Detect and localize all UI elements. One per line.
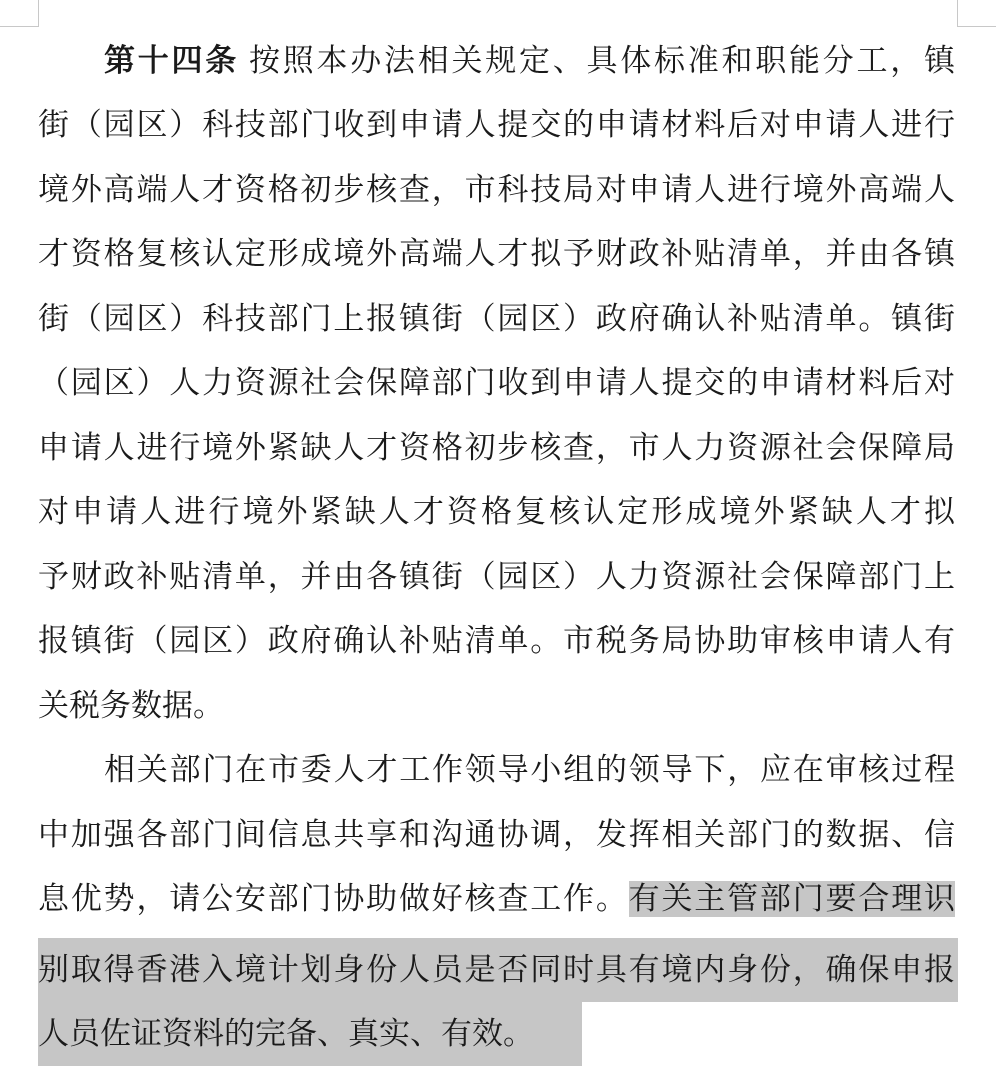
- paragraph-2-line-3: [38, 874, 955, 924]
- paragraph-1-line-5: 街（园区）科技部门上报镇街（园区）政府确认补贴清单。镇街: [38, 301, 955, 337]
- paragraph-2-unhighlighted-text: 息优势，请公安部门协助做好核查工作。: [38, 881, 629, 917]
- paragraph-2-line-4-highlighted: 别取得香港入境计划身份人员是否同时具有境内身份，确保申报: [38, 952, 955, 988]
- paragraph-1-line-2: 街（园区）科技部门收到申请人提交的申请材料后对申请人进行: [38, 107, 955, 143]
- paragraph-1-text: 按照本办法相关规定、具体标准和职能分工，镇: [249, 43, 955, 79]
- paragraph-1-line-7: 申请人进行境外紧缺人才资格初步核查，市人力资源社会保障局: [38, 430, 955, 466]
- paragraph-2-line-2: 中加强各部门间信息共享和沟通协调，发挥相关部门的数据、信: [38, 817, 955, 853]
- paragraph-1-line-10: 报镇街（园区）政府确认补贴清单。市税务局协助审核申请人有: [38, 623, 955, 659]
- paragraph-1-line-1: [104, 36, 955, 86]
- paragraph-2-line-1: 相关部门在市委人才工作领导小组的领导下，应在审核过程: [104, 752, 955, 788]
- article-label: 第十四条: [104, 43, 239, 79]
- paragraph-1-line-8: 对申请人进行境外紧缺人才资格复核认定形成境外紧缺人才拟: [38, 494, 955, 530]
- paragraph-1-line-9: 予财政补贴清单，并由各镇街（园区）人力资源社会保障部门上: [38, 559, 955, 595]
- paragraph-1-line-11: 关税务数据。: [38, 688, 224, 724]
- margin-corner-mark-top-left: [0, 0, 39, 27]
- paragraph-1-line-3: 境外高端人才资格初步核查，市科技局对申请人进行境外高端人: [38, 172, 955, 208]
- paragraph-1-line-6: （园区）人力资源社会保障部门收到申请人提交的申请材料后对: [38, 365, 955, 401]
- paragraph-2-line-5-highlighted: 人员佐证资料的完备、真实、有效。: [38, 1016, 534, 1052]
- paragraph-1-line-4: 才资格复核认定形成境外高端人才拟予财政补贴清单，并由各镇: [38, 236, 955, 272]
- margin-corner-mark-top-right: [957, 0, 996, 27]
- highlighted-text-start: 有关主管部门要合理识: [628, 881, 956, 917]
